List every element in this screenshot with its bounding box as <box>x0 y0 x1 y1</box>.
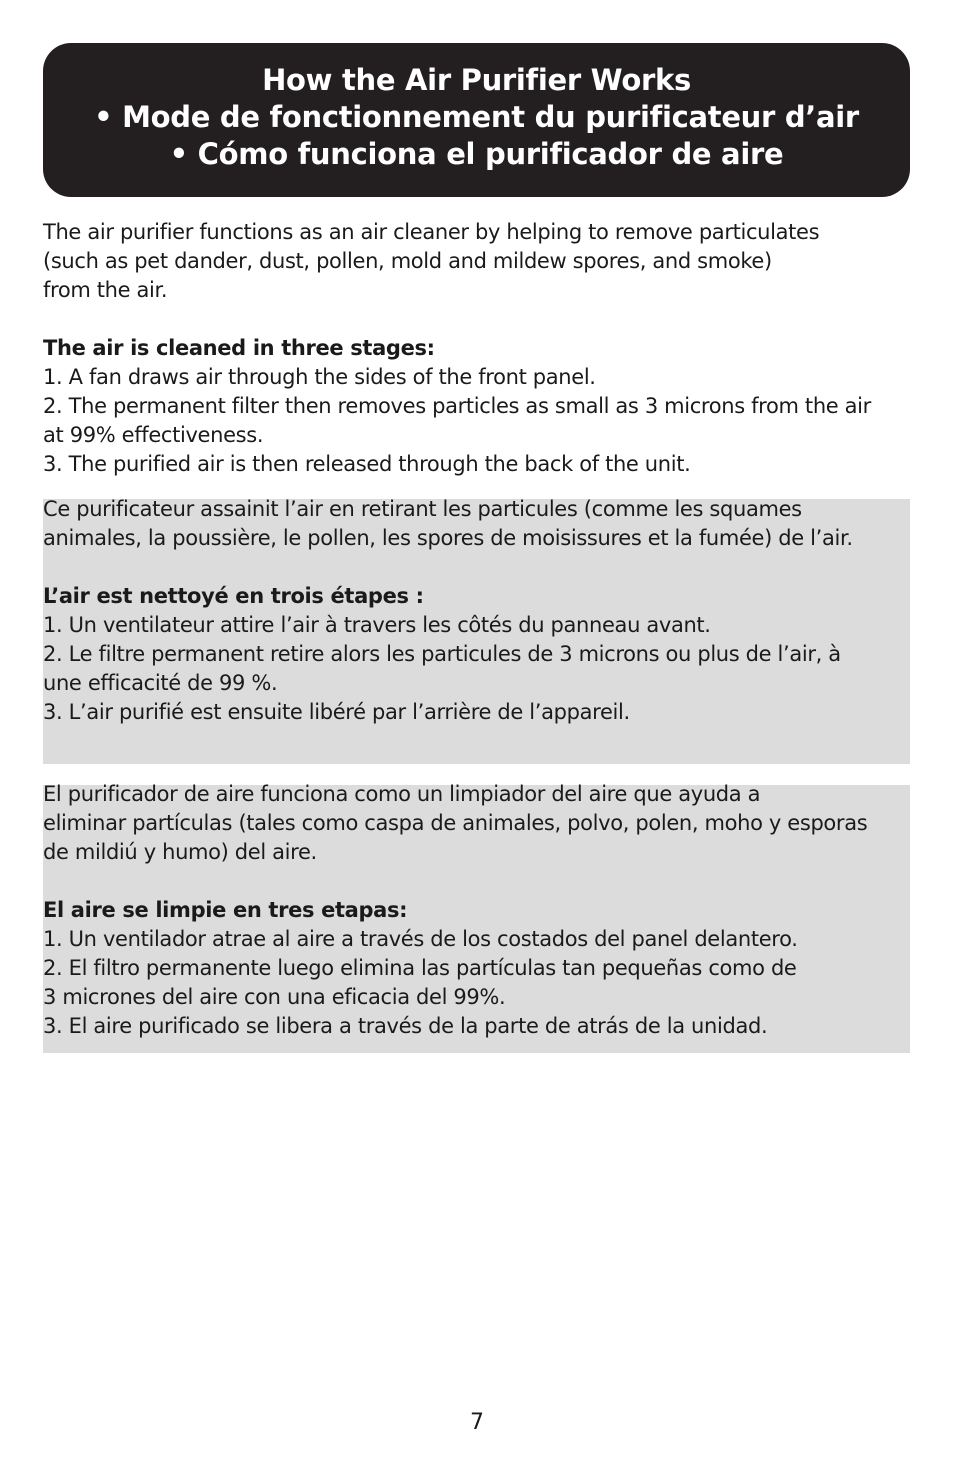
english-step-line: 1. A fan draws air through the sides of the front panel. <box>43 365 596 389</box>
french-step-line: 1. Un ventilateur attire l’air à travers les côtés du panneau avant. <box>43 613 711 637</box>
english-step-line: 2. The permanent filter then removes particles as small as 3 microns from the air <box>43 394 871 418</box>
spanish-step-line: 2. El filtro permanente luego elimina las partículas tan pequeñas como de <box>43 956 797 980</box>
english-intro-line: The air purifier functions as an air cleaner by helping to remove particulates <box>43 220 820 244</box>
french-intro-line: animales, la poussière, le pollen, les spores de moisissures et la fumée) de l’air. <box>43 526 853 550</box>
title-spanish: • Cómo funciona el purificador de aire <box>169 137 784 171</box>
page-number: 7 <box>470 1410 484 1435</box>
spanish-step-line: 1. Un ventilador atrae al aire a través de los costados del panel delantero. <box>43 927 798 951</box>
spanish-section <box>43 782 910 1053</box>
title-english: How the Air Purifier Works <box>262 63 691 97</box>
english-step-line: 3. The purified air is then released through the back of the unit. <box>43 452 691 476</box>
french-step-line: une efficacité de 99 %. <box>43 671 278 695</box>
french-intro-line: Ce purificateur assainit l’air en retirant les particules (comme les squames <box>43 497 802 521</box>
english-section <box>43 218 910 479</box>
french-step-line: 2. Le filtre permanent retire alors les particules de 3 microns ou plus de l’air, à <box>43 642 841 666</box>
spanish-step-line: 3. El aire purificado se libera a través de la parte de atrás de la unidad. <box>43 1014 768 1038</box>
french-section <box>43 499 910 764</box>
spanish-step-line: 3 micrones del aire con una eficacia del 99%. <box>43 985 506 1009</box>
spanish-stages-heading: El aire se limpie en tres etapas: <box>43 898 408 922</box>
english-stages-heading: The air is cleaned in three stages: <box>43 336 435 360</box>
french-step-line: 3. L’air purifié est ensuite libéré par l’arrière de l’appareil. <box>43 700 630 724</box>
english-intro-line: (such as pet dander, dust, pollen, mold and mildew spores, and smoke) <box>43 249 772 273</box>
spanish-intro-line: de mildiú y humo) del aire. <box>43 840 317 864</box>
french-stages-heading: L’air est nettoyé en trois étapes : <box>43 584 424 608</box>
english-step-line: at 99% effectiveness. <box>43 423 264 447</box>
title-banner <box>43 43 910 197</box>
spanish-intro-line: El purificador de aire funciona como un limpiador del aire que ayuda a <box>43 782 761 806</box>
title-french: • Mode de fonctionnement du purificateur d’air <box>94 100 859 134</box>
spanish-intro-line: eliminar partículas (tales como caspa de animales, polvo, polen, moho y esporas <box>43 811 868 835</box>
english-intro-line: from the air. <box>43 278 168 302</box>
